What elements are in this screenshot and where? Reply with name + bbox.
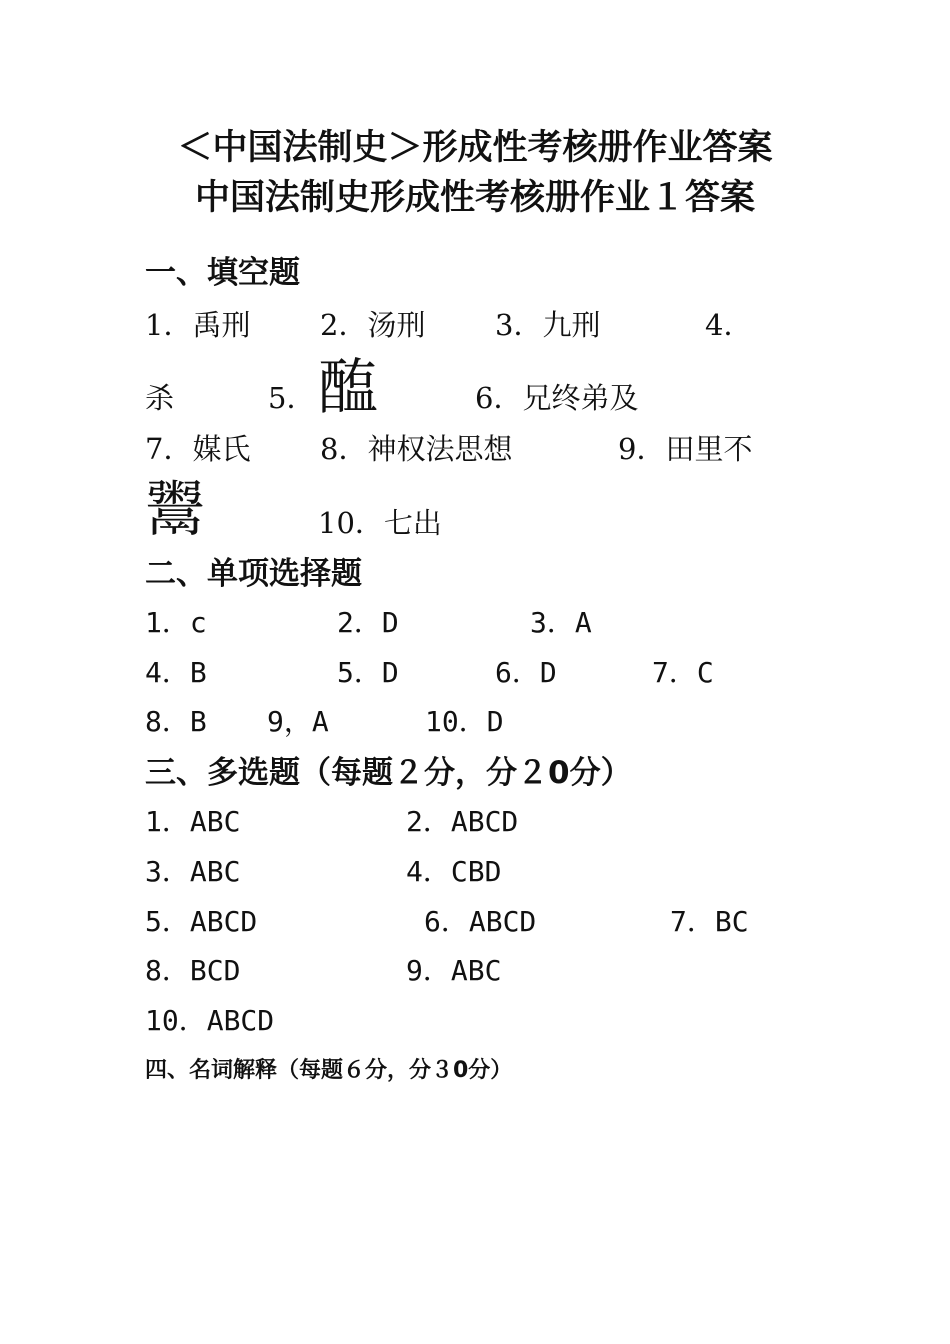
section4-heading: 四、名词解释（每题６分，分３0分） xyxy=(145,1058,513,1083)
single-choice-10: 10．D xyxy=(425,705,504,738)
single-choice-7: 7．C xyxy=(652,656,714,689)
single-choice-8: 8．B xyxy=(145,705,207,738)
fill-answer-5-number: 5． xyxy=(268,381,316,415)
multi-choice-8: 8．BCD xyxy=(145,954,241,987)
multi-choice-5: 5．ABCD xyxy=(145,905,258,938)
fill-answer-9-char: 鬻 xyxy=(145,475,205,545)
fill-answer-4-text: 杀 xyxy=(145,381,175,415)
multi-choice-9: 9．ABC xyxy=(406,954,502,987)
multi-choice-2: 2．ABCD xyxy=(406,805,519,838)
single-choice-3: 3．A xyxy=(530,606,592,639)
single-choice-4: 4．B xyxy=(145,656,207,689)
single-choice-5: 5．D xyxy=(337,656,399,689)
fill-answer-1: 1．禹刑 xyxy=(145,308,251,342)
fill-answer-3: 3．九刑 xyxy=(495,308,601,342)
document-title: ＜中国法制史＞形成性考核册作业答案 xyxy=(177,128,773,168)
fill-answer-6: 6．兄终弟及 xyxy=(475,381,639,415)
single-choice-2: 2．D xyxy=(337,606,399,639)
section3-heading: 三、多选题（每题２分，分２0分） xyxy=(145,755,632,791)
multi-choice-4: 4．CBD xyxy=(406,855,502,888)
single-choice-1: 1．c xyxy=(145,606,207,639)
fill-answer-8: 8．神权法思想 xyxy=(320,432,513,466)
multi-choice-6: 6．ABCD xyxy=(424,905,537,938)
multi-choice-7: 7．BC xyxy=(670,905,749,938)
section2-heading: 二、单项选择题 xyxy=(145,556,362,592)
document-subtitle: 中国法制史形成性考核册作业１答案 xyxy=(194,178,755,218)
fill-answer-2: 2．汤刑 xyxy=(320,308,426,342)
fill-answer-5-char: 醢 xyxy=(318,353,378,423)
fill-answer-7: 7．媒氏 xyxy=(145,432,251,466)
section1-heading: 一、填空题 xyxy=(145,255,300,291)
fill-answer-4-number: 4． xyxy=(705,308,753,342)
multi-choice-3: 3．ABC xyxy=(145,855,241,888)
single-choice-6: 6．D xyxy=(495,656,557,689)
fill-answer-10: 10．七出 xyxy=(318,506,442,540)
single-choice-9: 9，A xyxy=(267,705,329,738)
fill-answer-9-text: 9．田里不 xyxy=(618,432,753,466)
multi-choice-10: 10．ABCD xyxy=(145,1004,275,1037)
multi-choice-1: 1．ABC xyxy=(145,805,241,838)
